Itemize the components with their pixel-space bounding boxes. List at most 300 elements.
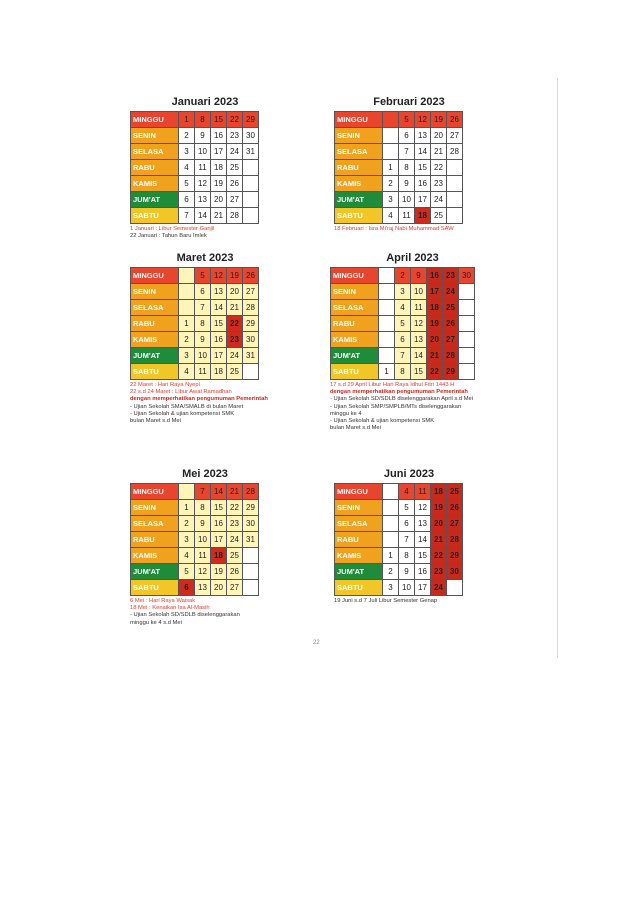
- date-cell: 30: [459, 268, 475, 284]
- date-cell: 5: [179, 176, 195, 192]
- date-cell: 9: [195, 516, 211, 532]
- date-cell: 14: [415, 144, 431, 160]
- holiday-date-cell: 29: [447, 548, 463, 564]
- date-cell: 29: [243, 500, 259, 516]
- date-cell: 9: [399, 176, 415, 192]
- date-cell: 11: [195, 548, 211, 564]
- date-cell: 15: [415, 160, 431, 176]
- date-cell: 9: [399, 564, 415, 580]
- date-cell: 23: [431, 176, 447, 192]
- date-cell: 4: [399, 484, 415, 500]
- month-januari: [130, 95, 280, 240]
- date-cell: 13: [415, 128, 431, 144]
- day-label: SABTU: [335, 580, 383, 596]
- date-cell: 27: [447, 128, 463, 144]
- note-line: - Ujian Sekolah SD/SDLB diselenggarakan April s.d Mei: [330, 396, 474, 403]
- date-cell: 21: [227, 484, 243, 500]
- date-cell: 19: [431, 112, 447, 128]
- date-cell: [243, 208, 259, 224]
- date-cell: 15: [411, 364, 427, 380]
- date-cell: [447, 580, 463, 596]
- calendar-grid: [130, 267, 259, 380]
- date-cell: [383, 516, 399, 532]
- day-label: SABTU: [331, 364, 379, 380]
- date-cell: 15: [211, 500, 227, 516]
- note-line: - Ujian Sekolah SMP/SMPLB/MTs diselenggarakan: [330, 403, 462, 410]
- date-cell: 9: [411, 268, 427, 284]
- holiday-date-cell: 22: [427, 364, 443, 380]
- date-cell: 12: [195, 176, 211, 192]
- day-label: SENIN: [131, 500, 179, 516]
- page-edge-line: [557, 78, 558, 658]
- date-cell: 11: [399, 208, 415, 224]
- date-cell: [379, 268, 395, 284]
- holiday-date-cell: 27: [447, 516, 463, 532]
- note-line: 22 Januari : Tahun Baru Imlek: [130, 233, 207, 240]
- day-label: SELASA: [131, 300, 179, 316]
- date-cell: 10: [195, 144, 211, 160]
- date-cell: [459, 348, 475, 364]
- holiday-date-cell: 24: [443, 284, 459, 300]
- date-cell: [243, 548, 259, 564]
- note-line: 18 Februari : Isra Mi'raj Nabi Muhammad SAW: [334, 226, 454, 232]
- date-cell: 28: [243, 484, 259, 500]
- date-cell: 4: [395, 300, 411, 316]
- day-label: SELASA: [131, 516, 179, 532]
- date-cell: 12: [411, 316, 427, 332]
- date-cell: 29: [243, 316, 259, 332]
- month-maret: [130, 251, 280, 425]
- date-cell: 24: [227, 144, 243, 160]
- date-cell: 23: [227, 128, 243, 144]
- note-line: dengan memperhatikan pengumuman Pemerintah: [130, 396, 268, 403]
- date-cell: 18: [211, 364, 227, 380]
- date-cell: 5: [399, 500, 415, 516]
- date-cell: 21: [211, 208, 227, 224]
- date-cell: 20: [211, 580, 227, 596]
- date-cell: 9: [195, 128, 211, 144]
- note-line: 17 s.d 29 April Libur Hari Raya Idhul Fitri 1443 H: [330, 382, 455, 388]
- day-label: MINGGU: [131, 112, 179, 128]
- month-title: April 2023: [386, 252, 439, 264]
- date-cell: [383, 144, 399, 160]
- date-cell: 11: [195, 364, 211, 380]
- date-cell: 26: [227, 176, 243, 192]
- date-cell: 26: [227, 564, 243, 580]
- holiday-date-cell: 18: [415, 208, 431, 224]
- date-cell: 16: [415, 564, 431, 580]
- month-title: Juni 2023: [383, 468, 435, 480]
- date-cell: 20: [227, 284, 243, 300]
- date-cell: [383, 128, 399, 144]
- date-cell: 2: [383, 564, 399, 580]
- day-label: KAMIS: [131, 332, 179, 348]
- date-cell: 2: [383, 176, 399, 192]
- date-cell: 27: [227, 192, 243, 208]
- holiday-date-cell: 23: [443, 268, 459, 284]
- date-cell: 6: [195, 284, 211, 300]
- date-cell: 12: [415, 500, 431, 516]
- date-cell: 25: [227, 548, 243, 564]
- date-cell: 7: [195, 300, 211, 316]
- date-cell: [179, 268, 195, 284]
- holiday-date-cell: 27: [443, 332, 459, 348]
- date-cell: 14: [195, 208, 211, 224]
- date-cell: 8: [195, 316, 211, 332]
- month-notes: [130, 382, 305, 425]
- date-cell: 14: [211, 300, 227, 316]
- day-label: SENIN: [335, 128, 383, 144]
- date-cell: [179, 284, 195, 300]
- date-cell: [459, 364, 475, 380]
- holiday-date-cell: 18: [211, 548, 227, 564]
- date-cell: 11: [411, 300, 427, 316]
- holiday-date-cell: 25: [447, 484, 463, 500]
- day-label: JUM'AT: [335, 564, 383, 580]
- day-label: KAMIS: [331, 332, 379, 348]
- note-line: 18 Mei : Kenaikan Isa Al-Masih: [130, 605, 210, 612]
- calendar-grid: [130, 111, 259, 224]
- date-cell: 17: [211, 144, 227, 160]
- date-cell: 2: [395, 268, 411, 284]
- month-juni: [334, 467, 484, 605]
- date-cell: 17: [211, 348, 227, 364]
- date-cell: 2: [179, 332, 195, 348]
- day-label: JUM'AT: [131, 192, 179, 208]
- date-cell: [383, 532, 399, 548]
- date-cell: 6: [395, 332, 411, 348]
- holiday-date-cell: 28: [447, 532, 463, 548]
- date-cell: 5: [179, 564, 195, 580]
- date-cell: 28: [243, 300, 259, 316]
- month-notes: [330, 382, 530, 432]
- date-cell: 25: [227, 160, 243, 176]
- day-label: MINGGU: [335, 112, 383, 128]
- date-cell: 19: [227, 268, 243, 284]
- note-line: - Ujian Sekolah SMA/SMALB di bulan Maret: [130, 403, 244, 410]
- date-cell: 10: [195, 532, 211, 548]
- calendar-grid: [330, 267, 475, 380]
- day-label: MINGGU: [131, 268, 179, 284]
- day-label: JUM'AT: [335, 192, 383, 208]
- date-cell: 14: [415, 532, 431, 548]
- note-line: bulan Maret s.d Mei: [130, 418, 181, 425]
- date-cell: 3: [383, 192, 399, 208]
- date-cell: 23: [227, 516, 243, 532]
- date-cell: [379, 300, 395, 316]
- day-label: RABU: [335, 160, 383, 176]
- month-title: Februari 2023: [373, 96, 445, 108]
- note-line: - Ujian Sekolah & ujian kompetensi SMK: [330, 418, 435, 425]
- date-cell: 30: [243, 516, 259, 532]
- date-cell: 21: [227, 300, 243, 316]
- date-cell: 6: [399, 516, 415, 532]
- date-cell: [447, 176, 463, 192]
- date-cell: 1: [179, 112, 195, 128]
- date-cell: 8: [395, 364, 411, 380]
- day-label: KAMIS: [131, 548, 179, 564]
- day-label: KAMIS: [335, 548, 383, 564]
- date-cell: 22: [227, 112, 243, 128]
- day-label: SELASA: [131, 144, 179, 160]
- date-cell: 16: [211, 516, 227, 532]
- note-line: 22 s.d 24 Maret : Libur Awal Ramadhan: [130, 389, 232, 396]
- note-line: - Ujian Sekolah SD/SDLB diselenggarakan: [130, 612, 240, 619]
- day-label: SABTU: [131, 208, 179, 224]
- date-cell: 22: [431, 160, 447, 176]
- note-line: minggu ke 4: [330, 410, 362, 417]
- note-line: minggu ke 4 s.d Mei: [130, 619, 182, 626]
- date-cell: 27: [243, 284, 259, 300]
- day-label: SELASA: [335, 144, 383, 160]
- holiday-date-cell: 20: [427, 332, 443, 348]
- date-cell: 1: [379, 364, 395, 380]
- date-cell: 3: [179, 532, 195, 548]
- date-cell: 13: [415, 516, 431, 532]
- note-line: dengan memperhatikan pengumuman Pemerintah: [330, 389, 468, 396]
- holiday-date-cell: 28: [443, 348, 459, 364]
- date-cell: 10: [411, 284, 427, 300]
- date-cell: 20: [431, 128, 447, 144]
- holiday-date-cell: 21: [427, 348, 443, 364]
- month-notes: [130, 598, 305, 627]
- date-cell: 3: [395, 284, 411, 300]
- date-cell: 8: [195, 500, 211, 516]
- holiday-date-cell: 17: [427, 284, 443, 300]
- holiday-date-cell: 16: [427, 268, 443, 284]
- date-cell: 11: [415, 484, 431, 500]
- date-cell: 5: [395, 316, 411, 332]
- date-cell: 24: [227, 348, 243, 364]
- day-label: RABU: [131, 532, 179, 548]
- date-cell: [379, 316, 395, 332]
- date-cell: 17: [211, 532, 227, 548]
- date-cell: 11: [195, 160, 211, 176]
- date-cell: 12: [211, 268, 227, 284]
- date-cell: 13: [211, 284, 227, 300]
- date-cell: 12: [195, 564, 211, 580]
- day-label: SENIN: [131, 284, 179, 300]
- day-label: JUM'AT: [331, 348, 379, 364]
- note-line: 22 Maret : Hari Raya Nyepi: [130, 382, 200, 388]
- month-title: Maret 2023: [176, 252, 234, 264]
- holiday-date-cell: 29: [443, 364, 459, 380]
- date-cell: 25: [431, 208, 447, 224]
- date-cell: 13: [195, 580, 211, 596]
- date-cell: 22: [227, 500, 243, 516]
- calendar-grid: [334, 483, 463, 596]
- month-title: Januari 2023: [171, 96, 239, 108]
- holiday-date-cell: 23: [227, 332, 243, 348]
- date-cell: [383, 112, 399, 128]
- date-cell: 5: [399, 112, 415, 128]
- date-cell: 5: [195, 268, 211, 284]
- date-cell: 29: [243, 112, 259, 128]
- date-cell: 13: [195, 192, 211, 208]
- date-cell: 1: [179, 500, 195, 516]
- date-cell: 8: [399, 548, 415, 564]
- date-cell: 7: [395, 348, 411, 364]
- date-cell: [447, 208, 463, 224]
- date-cell: 3: [179, 144, 195, 160]
- day-label: KAMIS: [131, 176, 179, 192]
- date-cell: 28: [227, 208, 243, 224]
- holiday-date-cell: 30: [447, 564, 463, 580]
- date-cell: 6: [399, 128, 415, 144]
- month-notes: [334, 598, 509, 605]
- note-line: 19 Juni s.d 7 Juli Libur Semester Genap: [334, 598, 438, 604]
- month-notes: [130, 226, 305, 240]
- page-number: 22: [313, 640, 320, 646]
- month-title: Mei 2023: [182, 468, 228, 480]
- date-cell: 25: [227, 364, 243, 380]
- date-cell: [379, 332, 395, 348]
- date-cell: 4: [179, 548, 195, 564]
- date-cell: 24: [431, 192, 447, 208]
- day-label: SENIN: [131, 128, 179, 144]
- date-cell: 10: [399, 580, 415, 596]
- date-cell: 21: [431, 144, 447, 160]
- date-cell: 28: [447, 144, 463, 160]
- day-label: KAMIS: [335, 176, 383, 192]
- date-cell: 4: [179, 364, 195, 380]
- date-cell: 16: [211, 332, 227, 348]
- date-cell: [243, 580, 259, 596]
- day-label: JUM'AT: [131, 348, 179, 364]
- day-label: SENIN: [331, 284, 379, 300]
- date-cell: 7: [399, 144, 415, 160]
- date-cell: [179, 300, 195, 316]
- date-cell: 26: [447, 112, 463, 128]
- date-cell: [243, 564, 259, 580]
- holiday-date-cell: 6: [179, 580, 195, 596]
- date-cell: 4: [179, 160, 195, 176]
- day-label: MINGGU: [131, 484, 179, 500]
- note-line: bulan Maret s.d Mei: [330, 425, 381, 432]
- calendar-grid: [334, 111, 463, 224]
- month-april: [330, 251, 480, 432]
- day-label: RABU: [131, 316, 179, 332]
- day-label: MINGGU: [335, 484, 383, 500]
- date-cell: 1: [179, 316, 195, 332]
- date-cell: 7: [179, 208, 195, 224]
- date-cell: 27: [227, 580, 243, 596]
- date-cell: 31: [243, 532, 259, 548]
- day-label: JUM'AT: [131, 564, 179, 580]
- date-cell: 8: [195, 112, 211, 128]
- date-cell: 7: [399, 532, 415, 548]
- date-cell: [459, 332, 475, 348]
- day-label: SABTU: [131, 364, 179, 380]
- date-cell: 14: [211, 484, 227, 500]
- holiday-date-cell: 19: [431, 500, 447, 516]
- date-cell: [243, 192, 259, 208]
- date-cell: 10: [195, 348, 211, 364]
- holiday-date-cell: 26: [447, 500, 463, 516]
- date-cell: 19: [211, 564, 227, 580]
- day-label: SELASA: [335, 516, 383, 532]
- date-cell: 6: [179, 192, 195, 208]
- calendar-grid: [130, 483, 259, 596]
- date-cell: 13: [411, 332, 427, 348]
- day-label: MINGGU: [331, 268, 379, 284]
- date-cell: 18: [211, 160, 227, 176]
- holiday-date-cell: 21: [431, 532, 447, 548]
- holiday-date-cell: 18: [431, 484, 447, 500]
- date-cell: [243, 176, 259, 192]
- day-label: RABU: [331, 316, 379, 332]
- date-cell: 31: [243, 348, 259, 364]
- date-cell: 31: [243, 144, 259, 160]
- date-cell: 7: [195, 484, 211, 500]
- day-label: RABU: [335, 532, 383, 548]
- date-cell: 30: [243, 332, 259, 348]
- date-cell: 15: [415, 548, 431, 564]
- date-cell: 3: [179, 348, 195, 364]
- date-cell: 19: [211, 176, 227, 192]
- date-cell: 17: [415, 192, 431, 208]
- date-cell: 26: [243, 268, 259, 284]
- day-label: SENIN: [335, 500, 383, 516]
- date-cell: [459, 300, 475, 316]
- date-cell: 30: [243, 128, 259, 144]
- holiday-date-cell: 19: [427, 316, 443, 332]
- date-cell: 17: [415, 580, 431, 596]
- holiday-date-cell: 18: [427, 300, 443, 316]
- date-cell: 15: [211, 112, 227, 128]
- date-cell: 4: [383, 208, 399, 224]
- day-label: SABTU: [131, 580, 179, 596]
- date-cell: [459, 284, 475, 300]
- date-cell: [383, 484, 399, 500]
- date-cell: 15: [211, 316, 227, 332]
- date-cell: [379, 348, 395, 364]
- date-cell: 10: [399, 192, 415, 208]
- date-cell: 1: [383, 548, 399, 564]
- day-label: SELASA: [331, 300, 379, 316]
- date-cell: [179, 484, 195, 500]
- holiday-date-cell: 22: [227, 316, 243, 332]
- note-line: - Ujian Sekolah & ujian kompetensi SMK: [130, 410, 235, 417]
- date-cell: [243, 364, 259, 380]
- holiday-date-cell: 25: [443, 300, 459, 316]
- date-cell: 2: [179, 128, 195, 144]
- date-cell: [447, 192, 463, 208]
- holiday-date-cell: 23: [431, 564, 447, 580]
- day-label: RABU: [131, 160, 179, 176]
- holiday-date-cell: 22: [431, 548, 447, 564]
- holiday-date-cell: 24: [431, 580, 447, 596]
- holiday-date-cell: 20: [431, 516, 447, 532]
- date-cell: 9: [195, 332, 211, 348]
- date-cell: 8: [399, 160, 415, 176]
- date-cell: 24: [227, 532, 243, 548]
- date-cell: 3: [383, 580, 399, 596]
- date-cell: 2: [179, 516, 195, 532]
- month-mei: [130, 467, 280, 627]
- note-line: 1 Januari : Libur Semester Ganjil: [130, 226, 215, 232]
- date-cell: 16: [211, 128, 227, 144]
- date-cell: 12: [415, 112, 431, 128]
- date-cell: 20: [211, 192, 227, 208]
- date-cell: [447, 160, 463, 176]
- date-cell: 14: [411, 348, 427, 364]
- date-cell: 16: [415, 176, 431, 192]
- month-notes: [334, 226, 509, 233]
- note-line: 6 Mei : Hari Raya Waisak: [130, 598, 196, 604]
- date-cell: 1: [383, 160, 399, 176]
- day-label: SABTU: [335, 208, 383, 224]
